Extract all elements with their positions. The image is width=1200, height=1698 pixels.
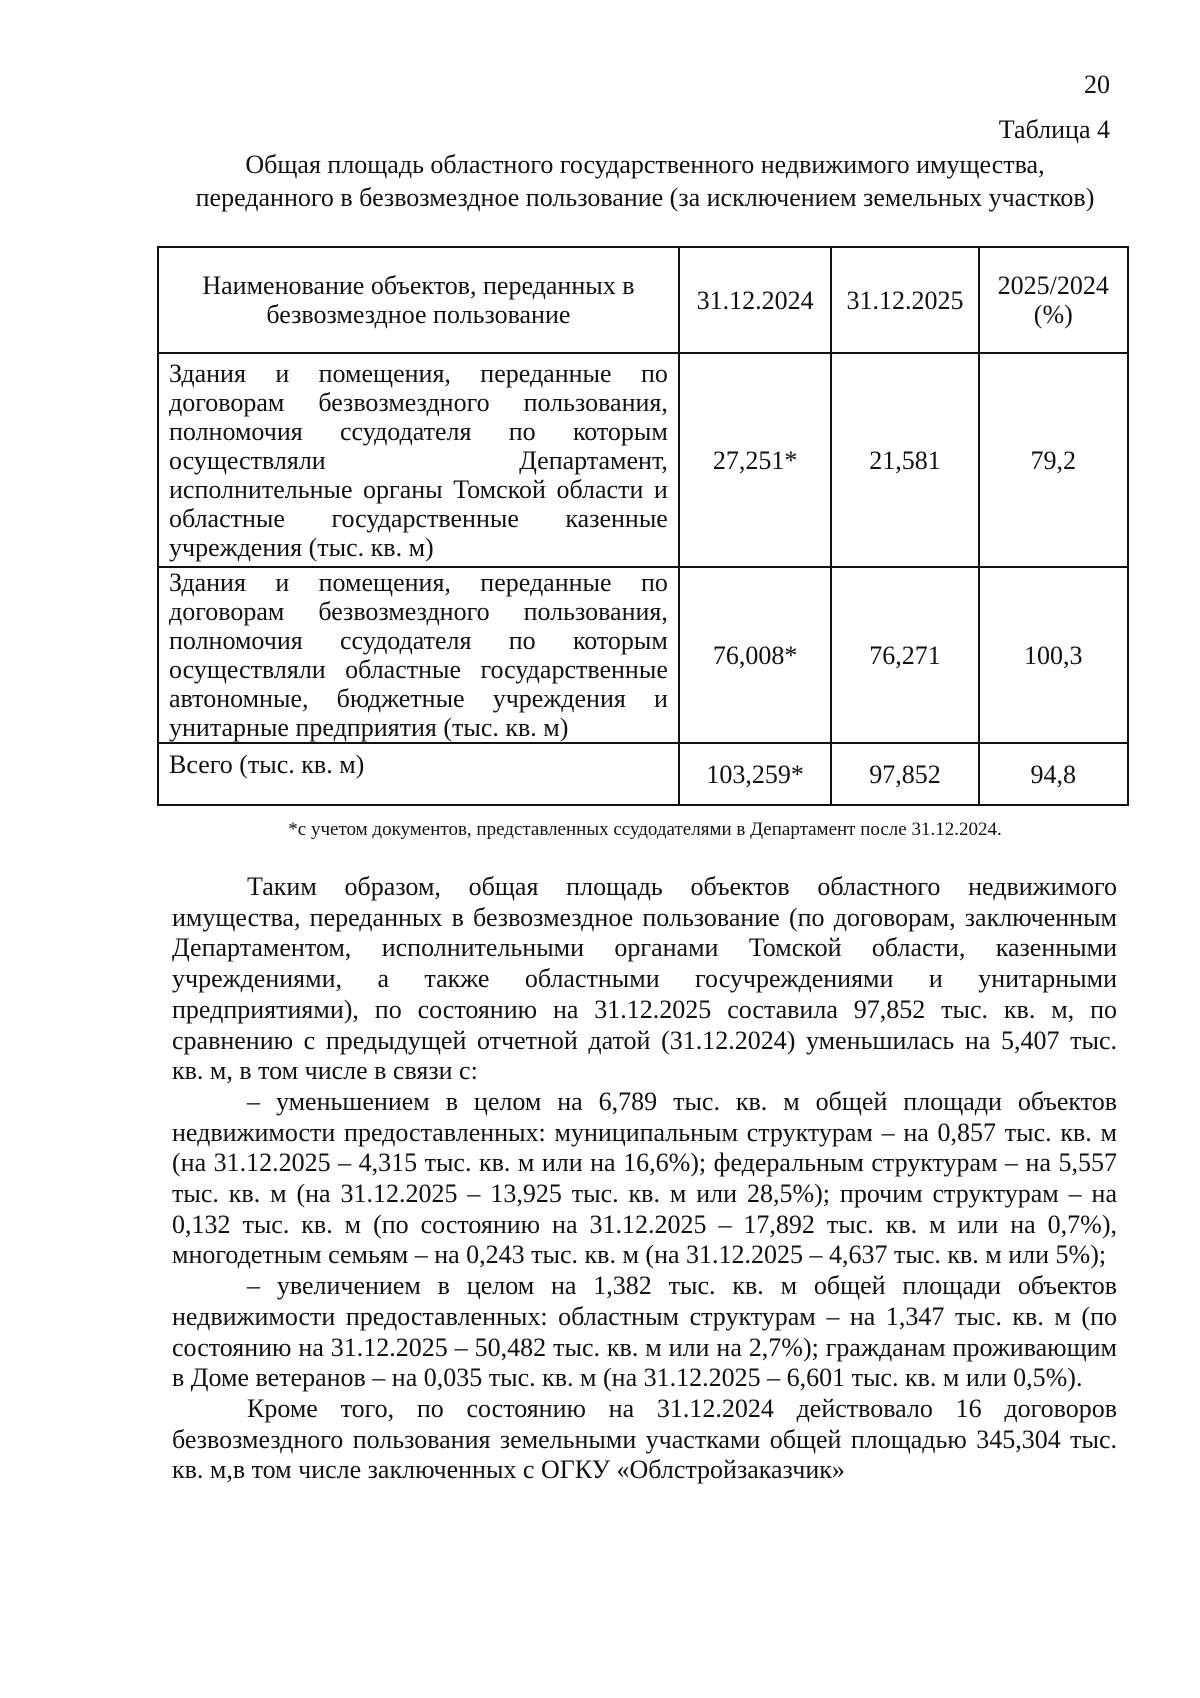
row-ratio: 100,3 (979, 567, 1128, 743)
table-title (160, 148, 1130, 214)
row-value-2025: 97,852 (831, 743, 978, 805)
header-ratio: 2025/2024 (%) (979, 247, 1128, 353)
header-2024: 31.12.2024 (679, 247, 832, 353)
body-text (172, 872, 1117, 1486)
table-footnote: *с учетом документов, представленных ссудодателями в Департамент после 31.12.2024. (288, 819, 1002, 840)
header-2025: 31.12.2025 (831, 247, 978, 353)
table-header-row (158, 247, 1128, 353)
table-title-line: Общая площадь областного государственного недвижимого имущества, (245, 150, 1045, 179)
table-label: Таблица 4 (998, 115, 1110, 144)
row-value-2024: 103,259* (679, 743, 832, 805)
table-row (158, 567, 1128, 743)
row-name: Здания и помещения, переданные по договорам безвозмездного пользования, полномочия ссудодателя по которым осуществляли областные государственные автономные, бюджетные учреждения и унитарные предприятия (тыс. кв. м) (158, 567, 679, 743)
row-name: Здания и помещения, переданные по договорам безвозмездного пользования, полномочия ссудодателя по которым осуществляли Департамент, исполнительные органы Томской области и областные государственные казенные учреждения (тыс. кв. м) (158, 353, 679, 567)
header-name: Наименование объектов, переданных в безвозмездное пользование (158, 247, 679, 353)
table-title-line: переданного в безвозмездное пользование (за исключением земельных участков) (195, 183, 1095, 212)
paragraph: Кроме того, по состоянию на 31.12.2024 действовало 16 договоров безвозмездного пользования земельными участками общей площадью 345,304 тыс. кв. м,в том числе заключенных с ОГКУ «Облстройзаказчик» (172, 1393, 1117, 1485)
page-number: 20 (1084, 70, 1110, 99)
row-value-2025: 21,581 (831, 353, 978, 567)
table-row-total (158, 743, 1128, 805)
row-ratio: 94,8 (979, 743, 1128, 805)
table-row (158, 353, 1128, 567)
row-value-2024: 27,251* (679, 353, 832, 567)
paragraph: – уменьшением в целом на 6,789 тыс. кв. м общей площади объектов недвижимости предоставленных: муниципальным структурам – на 0,857 тыс. кв. м (на 31.12.2025 – 4,315 тыс. кв. м или на 16,6%); федеральным структурам – на 5,557 тыс. кв. м (на 31.12.2025 – 13,925 тыс. кв. м или 28,5%); прочим структурам – на 0,132 тыс. кв. м (по состоянию на 31.12.2025 – 17,892 тыс. кв. м или на 0,7%), многодетным семьям – на 0,243 тыс. кв. м (на 31.12.2025 – 4,637 тыс. кв. м или 5%); (172, 1086, 1117, 1270)
paragraph: – увеличением в целом на 1,382 тыс. кв. м общей площади объектов недвижимости предоставленных: областным структурам – на 1,347 тыс. кв. м (по состоянию на 31.12.2025 – 50,482 тыс. кв. м или на 2,7%); гражданам проживающим в Доме ветеранов – на 0,035 тыс. кв. м (на 31.12.2025 – 6,601 тыс. кв. м или 0,5%). (172, 1271, 1117, 1393)
row-name: Всего (тыс. кв. м) (158, 743, 679, 805)
paragraph: Таким образом, общая площадь объектов областного недвижимого имущества, переданных в безвозмездное пользование (по договорам, заключенным Департаментом, исполнительными органами Томской области, казенными учреждениями, а также областными госучреждениями и унитарными предприятиями), по состоянию на 31.12.2025 составила 97,852 тыс. кв. м, по сравнению с предыдущей отчетной датой (31.12.2024) уменьшилась на 5,407 тыс. кв. м, в том числе в связи с: (172, 872, 1117, 1086)
data-table (157, 246, 1129, 806)
row-value-2025: 76,271 (831, 567, 978, 743)
row-ratio: 79,2 (979, 353, 1128, 567)
row-value-2024: 76,008* (679, 567, 832, 743)
